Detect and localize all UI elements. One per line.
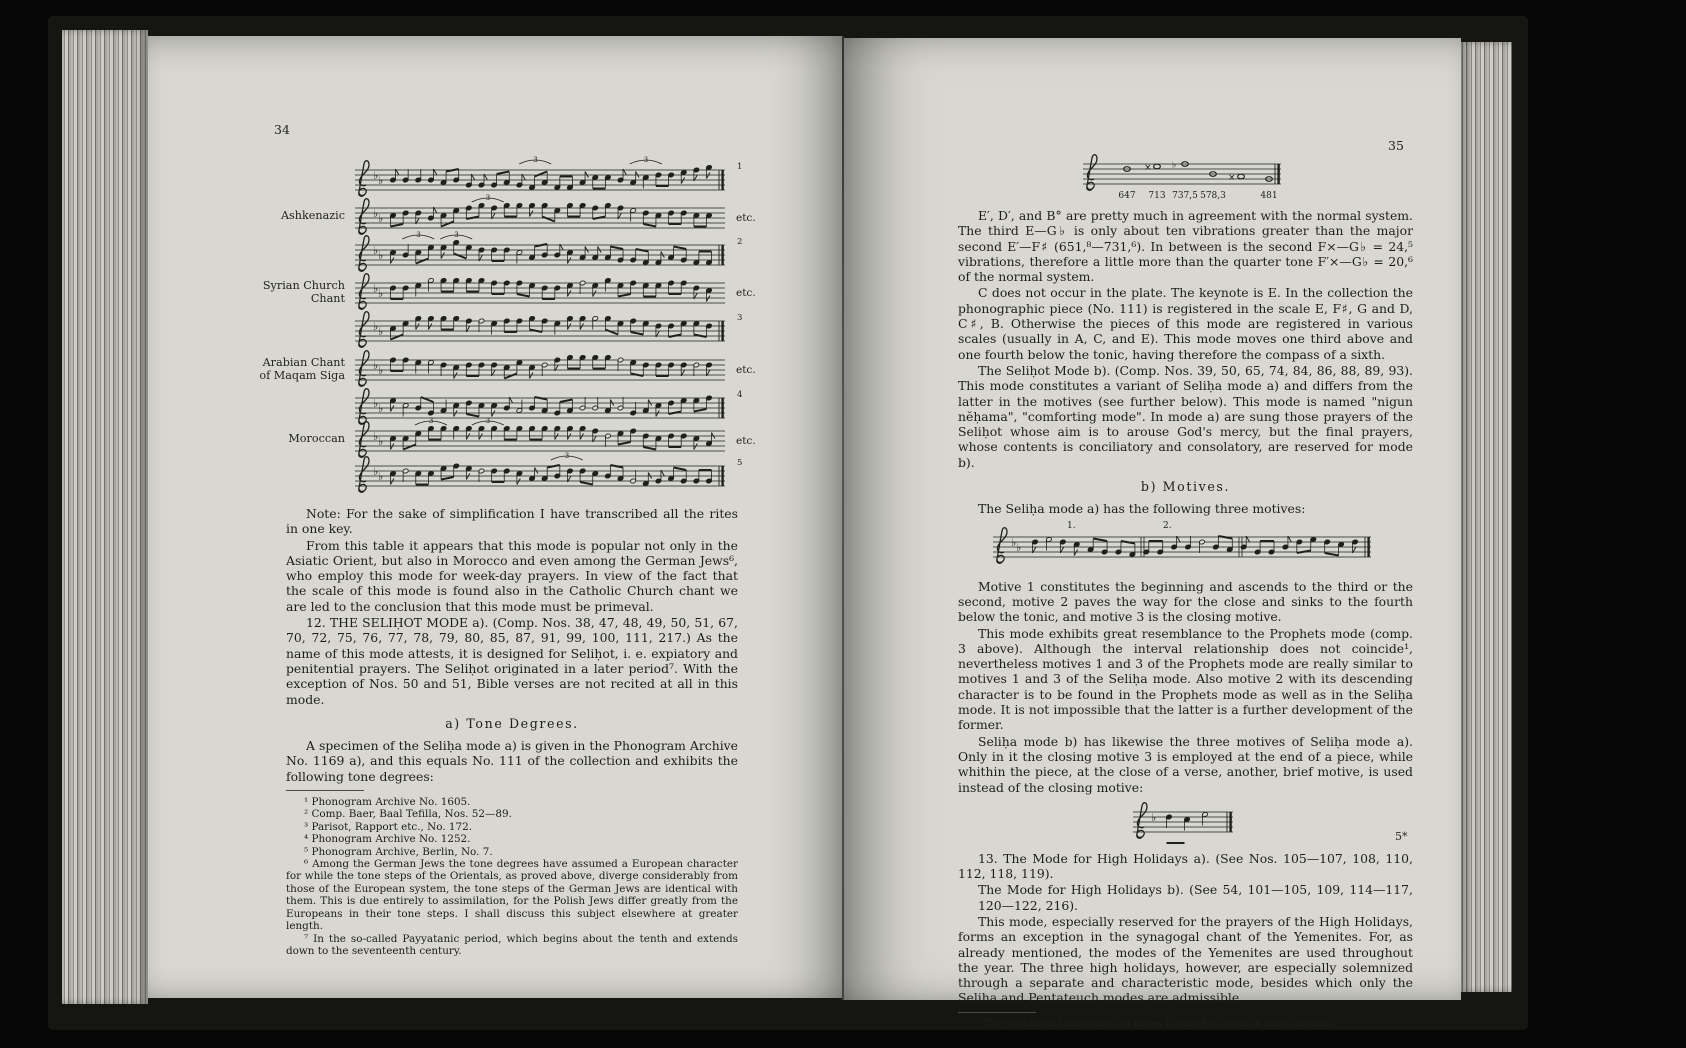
treble-clef-icon [1136, 803, 1146, 838]
svg-text:♭: ♭ [378, 249, 384, 262]
svg-text:481: 481 [1259, 191, 1278, 201]
svg-text:3: 3 [416, 231, 421, 239]
footnote: ³ Parisot, Rapport etc., No. 172. [304, 820, 473, 833]
stave-footnote-ref: 5 [737, 458, 743, 468]
right-page [843, 38, 1461, 1030]
svg-text:♭: ♭ [373, 320, 379, 333]
closing-motive-stave-slot [958, 800, 1413, 844]
left-page [148, 36, 843, 998]
music-stave [353, 452, 733, 500]
svg-text:3: 3 [428, 417, 434, 425]
svg-text:♭: ♭ [378, 435, 384, 448]
svg-text:♭: ♭ [378, 325, 384, 338]
book-gutter [842, 36, 844, 1000]
svg-text:♭: ♭ [378, 174, 384, 187]
paragraph-agreement: E′, D′, and B° are pretty much in agreement with the normal system. The third E—G♭ is only about ten vibrations greater than the major second E′—F♯ (651,⁸—731,⁶). In between is the second F×—G♭ = 24,⁵ vibrations, therefore a little more than the quarter tone F′×—G♭ = 20,⁶ of the normal system. [958, 208, 1413, 285]
footnote-list [286, 796, 738, 957]
motives-stave-slot [958, 521, 1413, 573]
paragraph-selihot-mode-b: The Seliḥot Mode b). (Comp. Nos. 39, 50, 65, 74, 84, 86, 88, 89, 93). This mode constitutes a variant of Seliḥa mode a) and differs from the latter in the motives (see further below). This mode is named "nigun nĕḥama", "comforting mode". In mode a) are sung those prayers of the Seliḥot whose aim is to arouse God's mercy, but the final prayers, whose contents is conciliatory and consolatory, are reserved for mode b). [958, 362, 1413, 470]
page-edges-left [62, 30, 148, 1004]
svg-text:3: 3 [533, 156, 538, 164]
svg-text:♭: ♭ [1171, 160, 1176, 171]
stave-etc-mark: etc. [736, 364, 756, 376]
paragraph-seliha-mode-b: Seliḥa mode b) has likewise the three motives of Seliḥa mode a). Only in it the closing motive 3 is employed at the end of a piece, while whithin the piece, at the close of a verse, another, brief motive, is used instead of the closing motive: [958, 733, 1413, 795]
footnote-rule [958, 1012, 1036, 1013]
svg-text:♭: ♭ [373, 244, 379, 257]
svg-text:3: 3 [485, 194, 491, 202]
left-text-column [286, 506, 738, 957]
tone-degrees-stave-slot [958, 150, 1413, 208]
svg-text:♭: ♭ [378, 287, 384, 300]
footnote: ¹ The number of vibrations of tones D and E is alike in both motives. [976, 1017, 1337, 1030]
paragraph-specimen: A specimen of the Seliḥa mode a) is given in the Phonogram Archive No. 1169 a), and this equals No. 111 of the collection and exhibits the following tone degrees: [286, 738, 738, 784]
stave-label: Arabian Chant of Maqam Siga [259, 356, 345, 382]
treble-clef-icon [359, 351, 369, 386]
paragraph-selihot-mode: 12. THE SELIḤOT MODE a). (Comp. Nos. 38, 47, 48, 49, 50, 51, 67, 70, 72, 75, 76, 77, 78, 79, 80, 85, 87, 91, 99, 100, 111, 217.) As the name of this mode attests, it is designed for Seliḥot, i. e. expiatory and penitential prayers. The Seliḥot originated in a later period⁷. With the exception of Nos. 50 and 51, Bible verses are not recited at all in this mode. [286, 615, 738, 707]
paragraph-resemblance: This mode exhibits great resemblance to the Prophets mode (comp. 3 above). Although the interval relationship does not coincide¹, nevertheless motives 1 and 3 of the Prophets mode are really similar to motives 1 and 3 of the Seliḥa mode. Also motive 2 with its descending character is to be found in the Prophets mode as well as in the Seliḥa mode. It is not impossible that the latter is a further development of the former. [958, 625, 1413, 733]
footnote: ¹ Phonogram Archive No. 1605. [304, 796, 471, 809]
svg-text:♭: ♭ [378, 402, 384, 415]
paragraph-note: Note: For the sake of simplification I have transcribed all the rites in one key. [286, 506, 738, 537]
treble-clef-icon [1086, 155, 1096, 190]
svg-text:647: 647 [1117, 191, 1136, 201]
treble-clef-icon [359, 457, 369, 492]
svg-text:♭: ♭ [373, 359, 379, 372]
svg-text:♭: ♭ [373, 207, 379, 220]
svg-text:♭: ♭ [1150, 810, 1156, 824]
treble-clef-icon [359, 312, 369, 347]
section-heading-motives: b) Motives. [1140, 479, 1231, 495]
svg-text:♭: ♭ [1010, 535, 1016, 549]
svg-text:578,3: 578,3 [1199, 191, 1226, 201]
signature-mark: 5* [1395, 830, 1408, 843]
svg-text:737,5: 737,5 [1171, 191, 1198, 201]
footnote: ² Comp. Baer, Baal Tefilla, Nos. 52—89. [304, 808, 512, 821]
footnote: ⁴ Phonogram Archive No. 1252. [304, 833, 471, 846]
svg-text:♭: ♭ [373, 397, 379, 410]
svg-text:♭: ♭ [373, 465, 379, 478]
paragraph-keynote: C does not occur in the plate. The keynote is E. In the collection the phonographic piece (No. 111) is registered in the scale E, F♯, G and D, C♯, B. Otherwise the pieces of this mode are registered in various scales (usually in A, C, and E). This mode moves one third above and one fourth below the tonic, having therefore the compass of a sixth. [958, 285, 1413, 362]
svg-text:♭: ♭ [373, 430, 379, 443]
paragraph-13b: The Mode for High Holidays b). (See 54, 101—105, 109, 114—117, 120—122, 216). [978, 882, 1413, 913]
footnotes-block [286, 790, 738, 957]
stave-label: Ashkenazic [280, 209, 345, 222]
stave-footnote-ref: 1 [737, 162, 743, 172]
paragraph-motive-1: Motive 1 constitutes the beginning and ascends to the third or the second, motive 2 paves the way for the close and sinks to the fourth below the tonic, and motive 3 is the closing motive. [958, 578, 1413, 625]
page-number: 34 [274, 122, 290, 137]
svg-text:×: × [1143, 163, 1152, 173]
paragraph-survey: From this table it appears that this mode is popular not only in the Asiatic Orient, but also in Morocco and even among the German Jews⁶, who employ this mode for week-day prayers. In view of the fact that the scale of this mode is found also in the Catholic Church chant we are led to the conclusion that this mode must be primeval. [286, 537, 738, 614]
footnote: ⁵ Phonogram Archive, Berlin, No. 7. [304, 845, 493, 858]
closing-motive-stave [1131, 800, 1241, 844]
footnotes-block [958, 1012, 1413, 1030]
svg-text:♭: ♭ [373, 282, 379, 295]
page-number: 35 [1388, 138, 1404, 153]
treble-clef-icon [359, 199, 369, 234]
svg-text:♭: ♭ [373, 169, 379, 182]
stave-etc-mark: etc. [736, 435, 756, 447]
footnote-rule [286, 790, 364, 791]
stave-label: Syrian Church Chant [262, 279, 345, 305]
svg-text:3: 3 [485, 417, 491, 425]
svg-text:2.: 2. [1162, 520, 1172, 531]
svg-text:×: × [1227, 173, 1236, 183]
treble-clef-icon [359, 274, 369, 309]
paragraph-13a: 13. The Mode for High Holidays a). (See Nos. 105—107, 108, 110, 112, 118, 119). [958, 850, 1413, 882]
stave-etc-mark: etc. [736, 287, 756, 299]
tone-degrees-stave [1081, 150, 1291, 208]
footnote: ⁶ Among the German Jews the tone degrees have assumed a European character for while the tone steps of the Orientals, as proved above, diverge considerably from those of the European system, the tone steps of the German Jews are identical with them. This is due entirely to assimilation, for the Polish Jews differ greatly from the Europeans in their tone steps. I shall discuss this subject elsewhere at greater length. [286, 858, 738, 933]
svg-text:♭: ♭ [378, 364, 384, 377]
page-edges-right [1460, 42, 1512, 992]
svg-text:713: 713 [1147, 191, 1166, 201]
footnote: ⁷ In the so-called Payyatanic period, which begins about the tenth and extends down to the seventeenth century. [286, 932, 738, 957]
svg-text:1.: 1. [1066, 520, 1076, 531]
paragraph-yemenites: This mode, especially reserved for the prayers of the High Holidays, forms an exception in the synagogal chant of the Yemenites. For, as already mentioned, the modes of the Yemenites are used throughout the year. The three high holidays, however, are especially solemnized through a separate and characteristic mode, besides which only the Seliḥa and Pentateuch modes are admissible. [958, 913, 1413, 1006]
svg-text:3: 3 [564, 452, 570, 460]
svg-text:♭: ♭ [1015, 540, 1021, 554]
stave-footnote-ref: 3 [737, 313, 743, 323]
stave-footnote-ref: 4 [737, 390, 743, 400]
treble-clef-icon [359, 161, 369, 196]
paragraph-motives-intro: The Seliḥa mode a) has the following three motives: [978, 501, 1306, 517]
svg-text:♭: ♭ [378, 470, 384, 483]
section-heading-tone-degrees: a) Tone Degrees. [445, 715, 579, 731]
stave-label: Moroccan [288, 432, 345, 445]
svg-text:3: 3 [454, 231, 459, 239]
motives-stave [991, 521, 1381, 573]
stave-etc-mark: etc. [736, 212, 756, 224]
stave-footnote-ref: 2 [737, 237, 743, 247]
svg-text:♭: ♭ [378, 212, 384, 225]
svg-text:3: 3 [643, 156, 649, 164]
treble-clef-icon [996, 527, 1006, 562]
right-text-column [958, 150, 1413, 1030]
treble-clef-icon [359, 236, 369, 271]
